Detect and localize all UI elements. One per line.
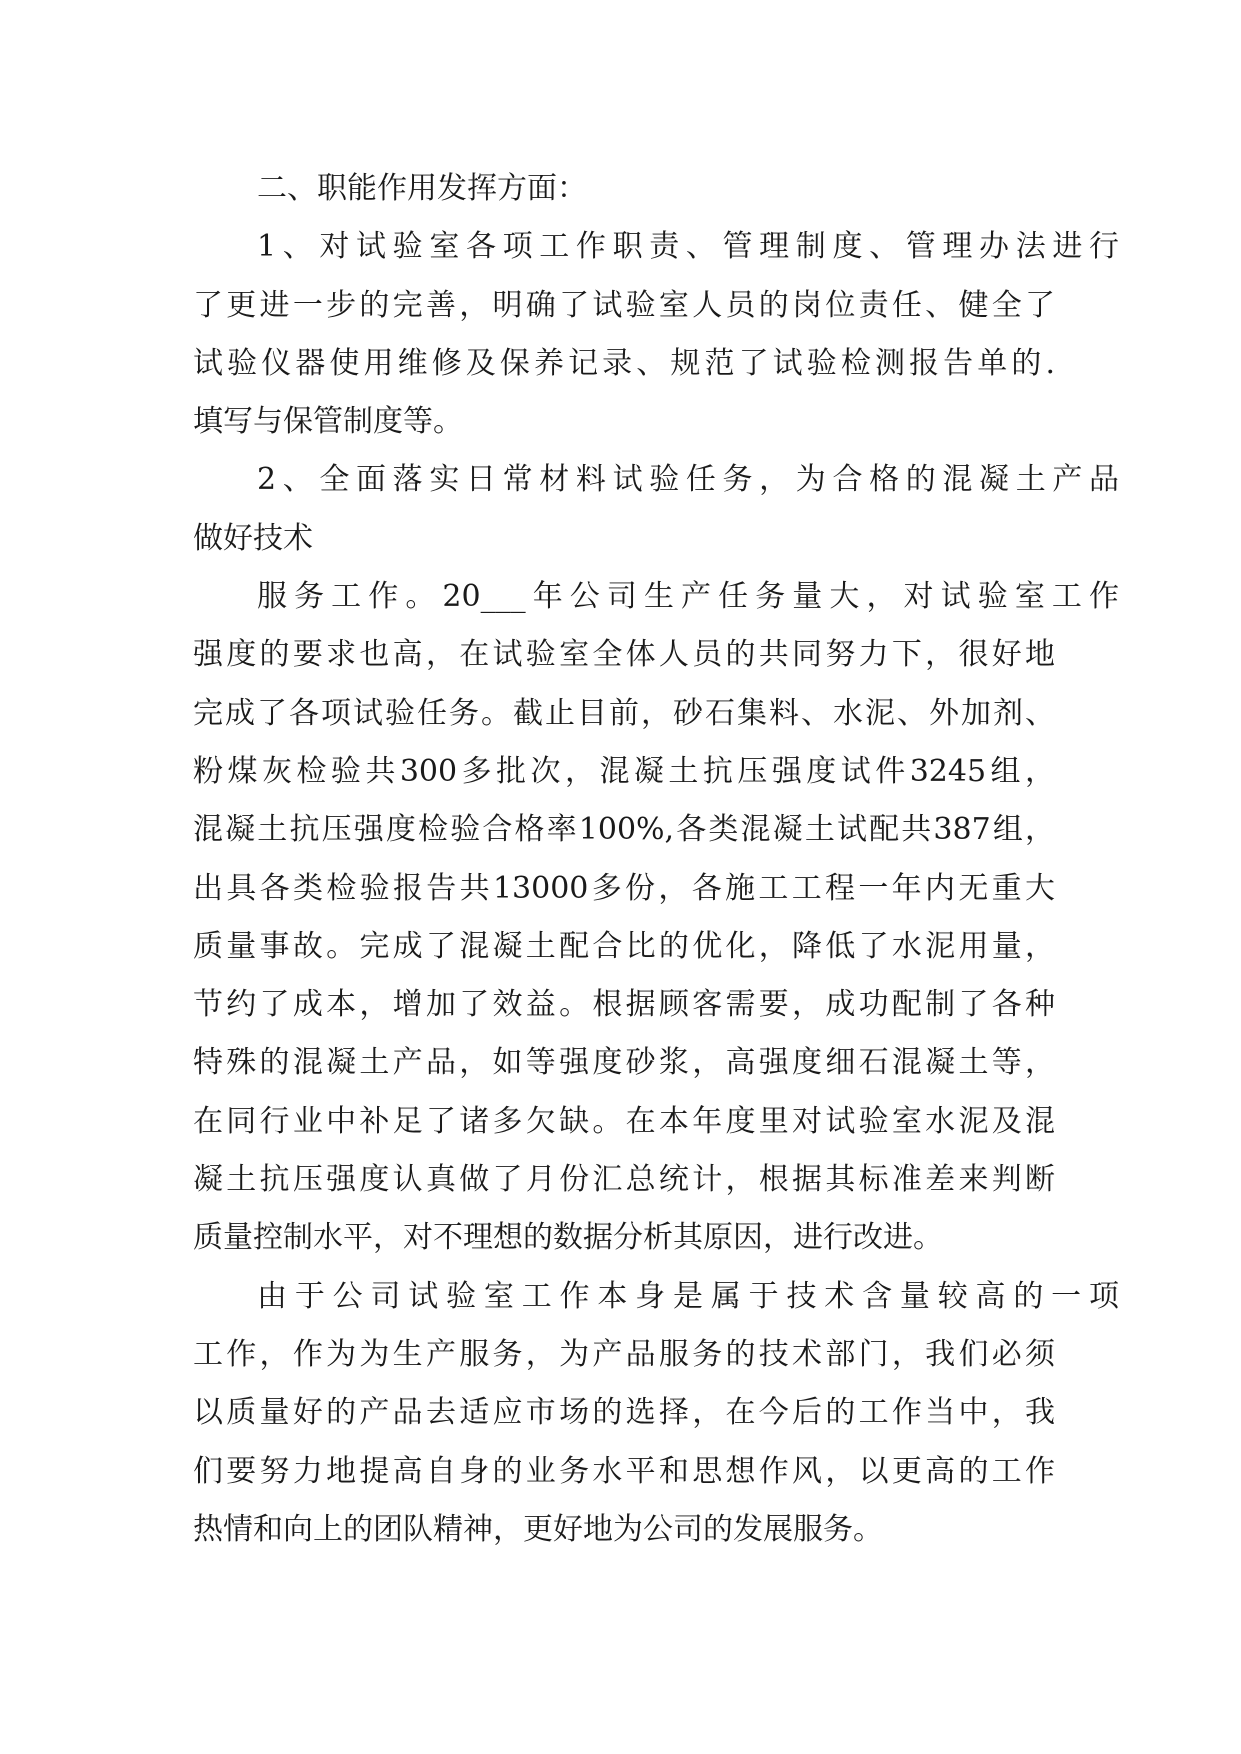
paragraph-item-2 [193,451,1119,568]
paragraph-line: 完成了各项试验任务。截止目前，砂石集料、水泥、外加剂、 [193,695,1055,731]
paragraph-line: 质量控制水平，对不理想的数据分析其原因，进行改进。 [193,1220,943,1256]
paragraph-line: 粉煤灰检验共300多批次，混凝土抗压强度试件3245组， [193,753,1055,789]
paragraph-service [193,568,1119,1268]
section-heading [193,160,1055,218]
paragraph-closing [193,1268,1119,1559]
paragraph-line: 混凝土抗压强度检验合格率100%,各类混凝土试配共387组， [193,812,1055,848]
document-body [193,160,1119,1559]
paragraph-line: 质量事故。完成了混凝土配合比的优化，降低了水泥用量， [193,928,1055,964]
paragraph-line: 2、全面落实日常材料试验任务，为合格的混凝土产品 [257,462,1119,498]
paragraph-line: 出具各类检验报告共13000多份，各施工工程一年内无重大 [193,870,1055,906]
paragraph-line: 二、职能作用发挥方面： [257,171,587,206]
paragraph-item-1 [193,218,1119,451]
paragraph-line: 服务工作。20___年公司生产任务量大，对试验室工作 [257,579,1119,615]
paragraph-line: 试验仪器使用维修及保养记录、规范了试验检测报告单的. [193,345,1055,381]
paragraph-line: 凝土抗压强度认真做了月份汇总统计，根据其标准差来判断 [193,1162,1055,1198]
paragraph-line: 1、对试验室各项工作职责、管理制度、管理办法进行 [257,229,1119,265]
paragraph-line: 以质量好的产品去适应市场的选择，在今后的工作当中，我 [193,1395,1055,1431]
paragraph-line: 热情和向上的团队精神，更好地为公司的发展服务。 [193,1511,883,1547]
paragraph-line: 强度的要求也高，在试验室全体人员的共同努力下，很好地 [193,637,1055,673]
paragraph-line: 们要努力地提高自身的业务水平和思想作风，以更高的工作 [193,1453,1055,1489]
paragraph-line: 由于公司试验室工作本身是属于技术含量较高的一项 [257,1278,1119,1314]
paragraph-line: 特殊的混凝土产品，如等强度砂浆，高强度细石混凝土等， [193,1045,1055,1081]
paragraph-line: 节约了成本，增加了效益。根据顾客需要，成功配制了各种 [193,987,1055,1023]
paragraph-line: 了更进一步的完善，明确了试验室人员的岗位责任、健全了 [193,287,1055,323]
paragraph-line: 在同行业中补足了诸多欠缺。在本年度里对试验室水泥及混 [193,1103,1055,1139]
paragraph-line: 填写与保管制度等。 [193,404,463,440]
paragraph-line: 工作，作为为生产服务，为产品服务的技术部门，我们必须 [193,1336,1055,1372]
paragraph-line: 做好技术 [193,520,313,556]
